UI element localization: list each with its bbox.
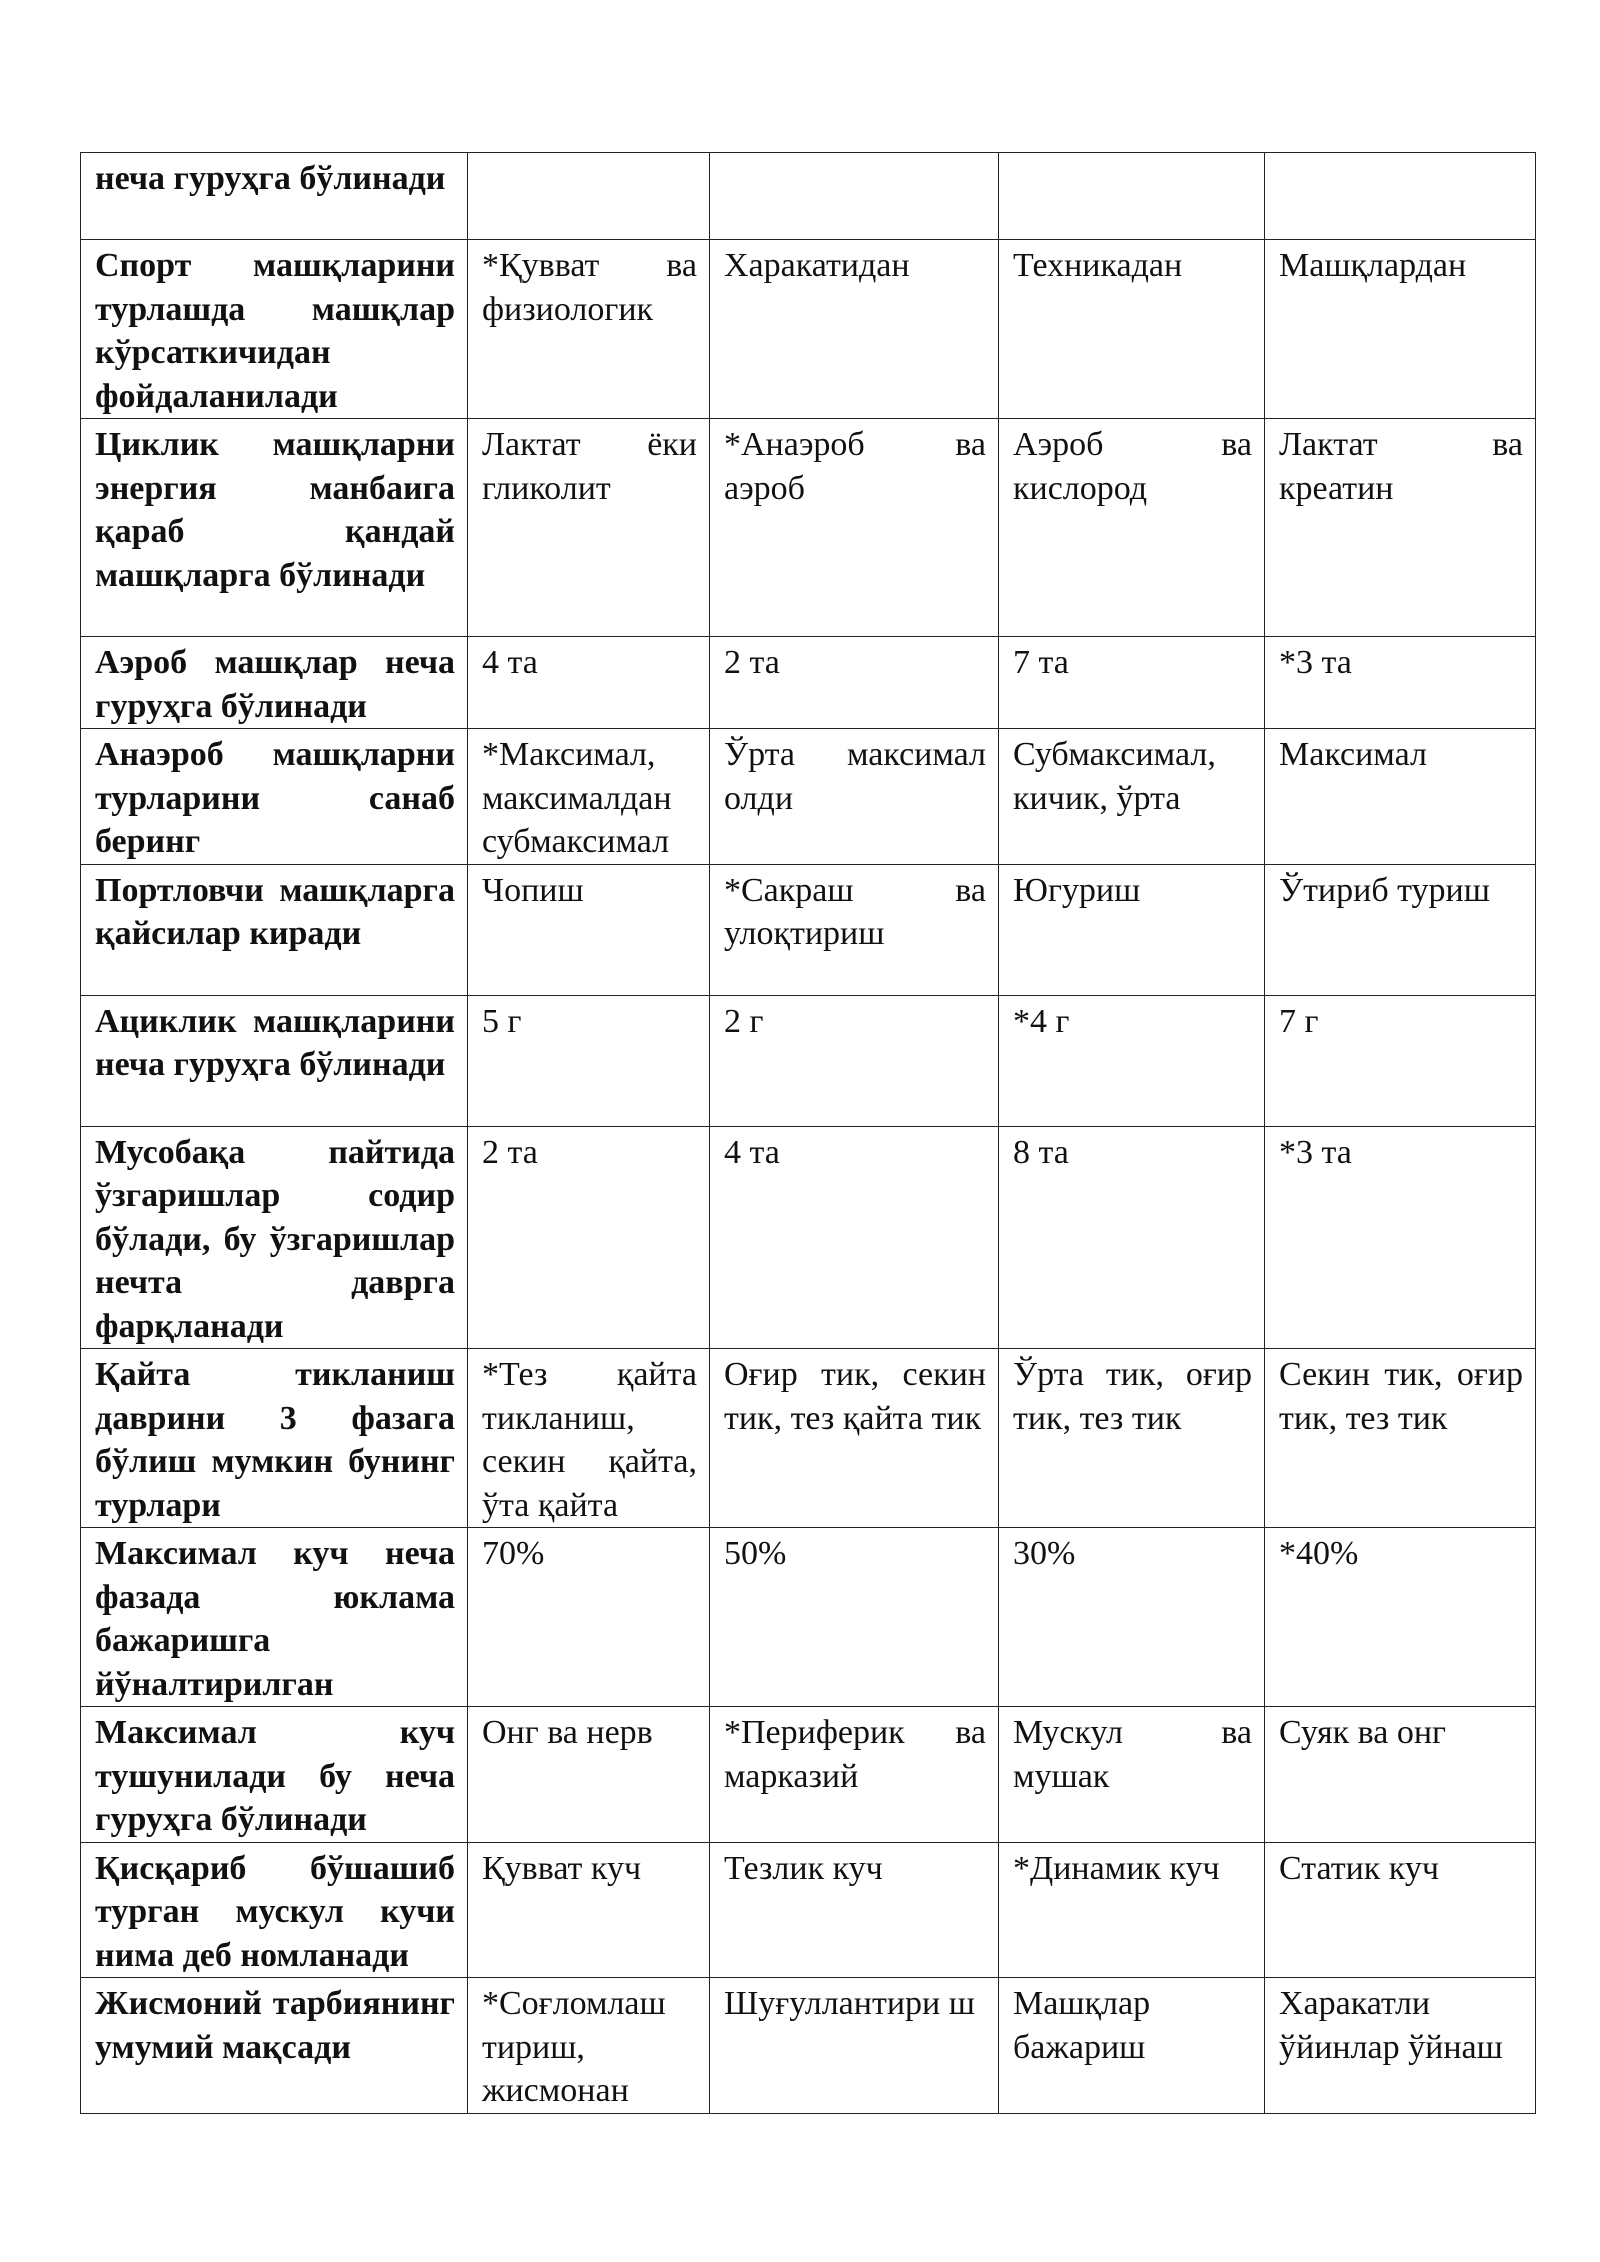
answer-cell-4: Максимал xyxy=(1265,729,1536,865)
answer-cell-4: Ўтириб туриш xyxy=(1265,864,1536,995)
answer-cell-2: Ўрта максимал олди xyxy=(710,729,999,865)
answer-cell-4: *40% xyxy=(1265,1528,1536,1707)
answer-cell-1: 4 та xyxy=(468,637,710,729)
answer-cell-2: 4 та xyxy=(710,1126,999,1349)
table-row xyxy=(81,729,1536,865)
table-row xyxy=(81,995,1536,1126)
question-cell: Циклик машқларни энергия манбаига қараб қандай машқларга бўлинади xyxy=(81,419,468,637)
answer-cell-1 xyxy=(468,153,710,240)
answer-cell-3: Ўрта тик, оғир тик, тез тик xyxy=(999,1349,1265,1528)
answer-cell-1: Чопиш xyxy=(468,864,710,995)
answer-cell-4: Лактат ва креатин xyxy=(1265,419,1536,637)
answer-cell-4: Суяк ва онг xyxy=(1265,1707,1536,1843)
question-cell: Мусобақа пайтида ўзгаришлар содир бўлади, бу ўзгаришлар нечта даврга фарқланади xyxy=(81,1126,468,1349)
answer-cell-2: Шуғуллантири ш xyxy=(710,1978,999,2114)
answer-cell-4: *3 та xyxy=(1265,637,1536,729)
answer-cell-3: *Динамик куч xyxy=(999,1842,1265,1978)
answer-cell-4: Харакатли ўйинлар ўйнаш xyxy=(1265,1978,1536,2114)
answer-cell-2: Харакатидан xyxy=(710,240,999,419)
answer-cell-2: 2 та xyxy=(710,637,999,729)
answer-cell-4: *3 та xyxy=(1265,1126,1536,1349)
answer-cell-3: 8 та xyxy=(999,1126,1265,1349)
answer-cell-1: Лактат ёки гликолит xyxy=(468,419,710,637)
answer-cell-4: Машқлардан xyxy=(1265,240,1536,419)
test-table-body xyxy=(81,153,1536,2114)
answer-cell-3: 7 та xyxy=(999,637,1265,729)
answer-cell-2: 50% xyxy=(710,1528,999,1707)
answer-cell-2: *Сакраш ва улоқтириш xyxy=(710,864,999,995)
question-cell: Портловчи машқларга қайсилар киради xyxy=(81,864,468,995)
answer-cell-3: Аэроб ва кислород xyxy=(999,419,1265,637)
table-row xyxy=(81,864,1536,995)
answer-cell-1: 5 г xyxy=(468,995,710,1126)
answer-cell-1: *Қувват ва физиологик xyxy=(468,240,710,419)
question-cell: Анаэроб машқларни турларини санаб беринг xyxy=(81,729,468,865)
answer-cell-2: Оғир тик, секин тик, тез қайта тик xyxy=(710,1349,999,1528)
table-row xyxy=(81,1126,1536,1349)
answer-cell-4: 7 г xyxy=(1265,995,1536,1126)
question-cell: Ациклик машқларини неча гуруҳга бўлинади xyxy=(81,995,468,1126)
answer-cell-1: *Тез қайта тикланиш, секин қайта, ўта қайта xyxy=(468,1349,710,1528)
question-cell: Аэроб машқлар неча гуруҳга бўлинади xyxy=(81,637,468,729)
question-cell: Қисқариб бўшашиб турган мускул кучи нима деб номланади xyxy=(81,1842,468,1978)
answer-cell-1: *Максимал, максималдан субмаксимал xyxy=(468,729,710,865)
answer-cell-3: *4 г xyxy=(999,995,1265,1126)
table-row xyxy=(81,1978,1536,2114)
answer-cell-1: 2 та xyxy=(468,1126,710,1349)
answer-cell-3: Мускул ва мушак xyxy=(999,1707,1265,1843)
answer-cell-1: Қувват куч xyxy=(468,1842,710,1978)
table-row xyxy=(81,153,1536,240)
question-cell: неча гуруҳга бўлинади xyxy=(81,153,468,240)
answer-cell-4: Секин тик, оғир тик, тез тик xyxy=(1265,1349,1536,1528)
table-row xyxy=(81,240,1536,419)
answer-cell-3 xyxy=(999,153,1265,240)
question-cell: Максимал куч неча фазада юклама бажаришга йўналтирилган xyxy=(81,1528,468,1707)
test-table xyxy=(80,152,1536,2114)
answer-cell-2: 2 г xyxy=(710,995,999,1126)
answer-cell-4: Статик куч xyxy=(1265,1842,1536,1978)
answer-cell-2: Тезлик куч xyxy=(710,1842,999,1978)
answer-cell-3: 30% xyxy=(999,1528,1265,1707)
answer-cell-2: *Анаэроб ва аэроб xyxy=(710,419,999,637)
table-row xyxy=(81,419,1536,637)
answer-cell-4 xyxy=(1265,153,1536,240)
answer-cell-1: Онг ва нерв xyxy=(468,1707,710,1843)
question-cell: Қайта тикланиш даврини 3 фазага бўлиш мумкин бунинг турлари xyxy=(81,1349,468,1528)
question-cell: Жисмоний тарбиянинг умумий мақсади xyxy=(81,1978,468,2114)
table-row xyxy=(81,1707,1536,1843)
answer-cell-1: *Соғломлаш тириш, жисмонан xyxy=(468,1978,710,2114)
table-row xyxy=(81,1842,1536,1978)
table-row xyxy=(81,1528,1536,1707)
answer-cell-3: Субмаксимал, кичик, ўрта xyxy=(999,729,1265,865)
answer-cell-3: Югуриш xyxy=(999,864,1265,995)
question-cell: Максимал куч тушунилади бу неча гуруҳга бўлинади xyxy=(81,1707,468,1843)
answer-cell-3: Машқлар бажариш xyxy=(999,1978,1265,2114)
answer-cell-2 xyxy=(710,153,999,240)
answer-cell-2: *Периферик ва марказий xyxy=(710,1707,999,1843)
table-row xyxy=(81,1349,1536,1528)
question-cell: Спорт машқларини турлашда машқлар кўрсаткичидан фойдаланилади xyxy=(81,240,468,419)
answer-cell-3: Техникадан xyxy=(999,240,1265,419)
table-row xyxy=(81,637,1536,729)
answer-cell-1: 70% xyxy=(468,1528,710,1707)
